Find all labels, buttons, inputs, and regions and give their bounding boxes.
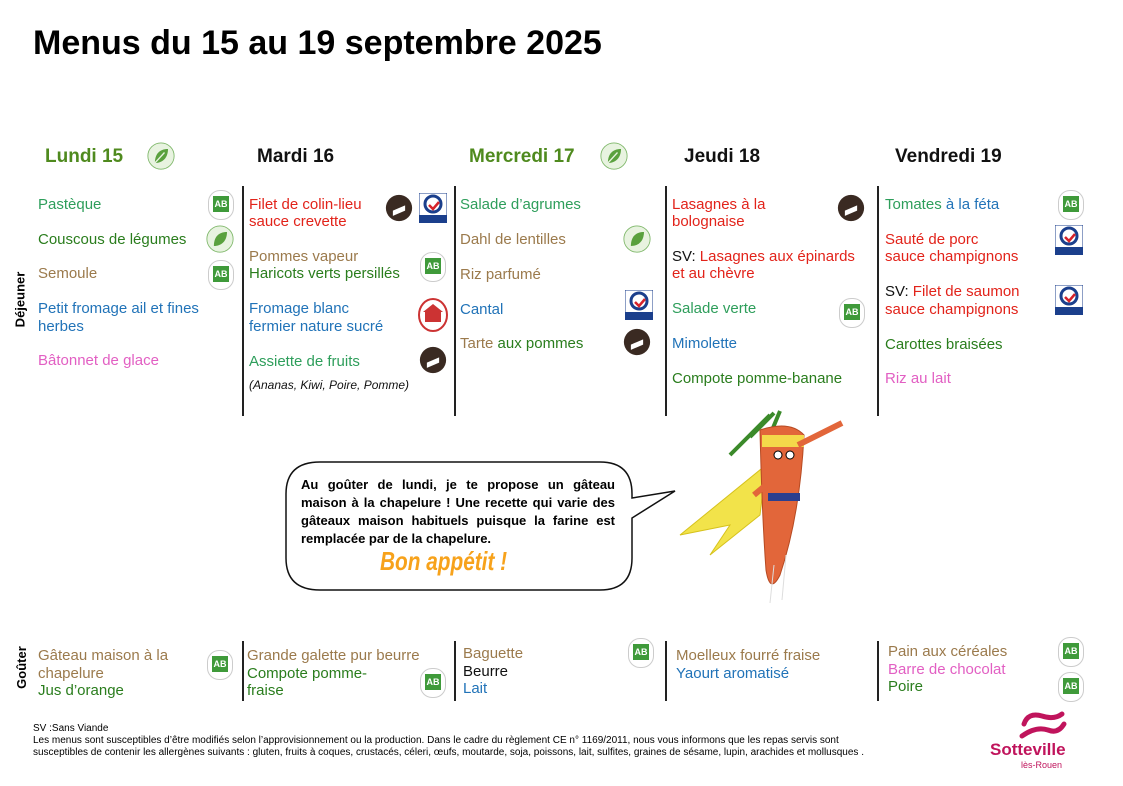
menu-item: Tarte aux pommes xyxy=(460,335,584,352)
organic-ab-icon: AB xyxy=(628,638,654,668)
snack-item: Poire xyxy=(888,678,924,695)
menu-item: Bâtonnet de glace xyxy=(38,352,159,369)
snack-item: Gâteau maison à la xyxy=(38,647,169,664)
column-divider xyxy=(877,186,879,416)
organic-ab-icon: AB xyxy=(1058,672,1084,702)
column-divider xyxy=(454,186,456,416)
homemade-chef-icon xyxy=(623,328,651,356)
footer-disclaimer-line1: Les menus sont susceptibles d’être modifiés selon l’approvisionnement ou la production. Dans le cadre du règlement CE n° 1169/2011, nous vous informons que les repas servis sont xyxy=(33,735,839,746)
column-divider xyxy=(665,186,667,416)
vegetarian-leaf-icon xyxy=(600,142,628,170)
snack-item: Yaourt aromatisé xyxy=(676,665,790,682)
organic-ab-icon: AB xyxy=(420,668,446,698)
snack-item: fraise xyxy=(247,682,284,699)
vegetarian-leaf-icon xyxy=(206,225,234,253)
organic-ab-icon: AB xyxy=(208,260,234,290)
menu-item: bolognaise xyxy=(672,213,745,230)
sotteville-logo-mark xyxy=(1018,710,1068,740)
organic-ab-icon: AB xyxy=(208,190,234,220)
organic-ab-icon: AB xyxy=(1058,637,1084,667)
quality-certified-icon xyxy=(625,290,653,320)
homemade-chef-icon xyxy=(419,346,447,374)
vegetarian-leaf-icon xyxy=(147,142,175,170)
homemade-chef-icon xyxy=(837,194,865,222)
menu-item: Fromage blanc xyxy=(249,300,350,317)
lunch-section-label: Déjeuner xyxy=(12,271,28,328)
menu-item: Carottes braisées xyxy=(885,336,1003,353)
column-divider xyxy=(454,641,456,701)
day-header-friday: Vendredi 19 xyxy=(895,146,1002,167)
day-header-thursday: Jeudi 18 xyxy=(684,146,761,167)
column-divider xyxy=(242,186,244,416)
menu-item: SV: Lasagnes aux épinards xyxy=(672,248,855,265)
menu-item: Dahl de lentilles xyxy=(460,231,566,248)
menu-item: Filet de colin-lieu xyxy=(249,196,362,213)
quality-certified-icon xyxy=(1055,285,1083,315)
column-divider xyxy=(242,641,244,701)
menu-item: Compote pomme-banane xyxy=(672,370,843,387)
organic-ab-icon: AB xyxy=(420,252,446,282)
snack-item: chapelure xyxy=(38,665,104,682)
menu-item: sauce champignons xyxy=(885,301,1019,318)
day-header-monday: Lundi 15 xyxy=(45,146,124,167)
quality-certified-icon xyxy=(1055,225,1083,255)
menu-item: Cantal xyxy=(460,301,504,318)
snack-item: Compote pomme- xyxy=(247,665,368,682)
column-divider xyxy=(877,641,879,701)
menu-item: et au chèvre xyxy=(672,265,755,282)
snack-item: Barre de chocolat xyxy=(888,661,1006,678)
sotteville-logo-sub: lès-Rouen xyxy=(1021,760,1063,770)
carrot-mascot-illustration xyxy=(670,395,855,610)
menu-item: herbes xyxy=(38,318,84,335)
menu-item: Salade verte xyxy=(672,300,757,317)
menu-item: Salade d’agrumes xyxy=(460,196,581,213)
column-divider xyxy=(665,641,667,701)
menu-item: Tomates à la féta xyxy=(885,196,1000,213)
snack-item: Jus d’orange xyxy=(38,682,124,699)
organic-ab-icon: AB xyxy=(839,298,865,328)
menu-item: Semoule xyxy=(38,265,98,282)
snack-item: Baguette xyxy=(463,645,524,662)
snack-item: Moelleux fourré fraise xyxy=(676,647,821,664)
snack-section-label: Goûter xyxy=(13,646,29,689)
quality-certified-icon xyxy=(419,193,447,223)
snack-item: Beurre xyxy=(463,663,509,680)
menu-item: fermier nature sucré xyxy=(249,318,384,335)
day-header-tuesday: Mardi 16 xyxy=(257,146,335,167)
menu-item: Couscous de légumes xyxy=(38,231,187,248)
page-title: Menus du 15 au 19 septembre 2025 xyxy=(33,24,602,62)
homemade-chef-icon xyxy=(385,194,413,222)
menu-item: Riz parfumé xyxy=(460,266,541,283)
snack-item: Grande galette pur beurre xyxy=(247,647,420,664)
organic-ab-icon: AB xyxy=(1058,190,1084,220)
farm-product-icon xyxy=(418,298,448,332)
menu-item: SV: Filet de saumon xyxy=(885,283,1020,300)
menu-item: Mimolette xyxy=(672,335,738,352)
vegetarian-leaf-icon xyxy=(623,225,651,253)
menu-item: Riz au lait xyxy=(885,370,951,387)
menu-item: Petit fromage ail et fines xyxy=(38,300,199,317)
menu-item: Haricots verts persillés xyxy=(249,265,400,282)
sotteville-logo-name: Sotteville xyxy=(990,740,1066,759)
menu-item: Lasagnes à la xyxy=(672,196,766,213)
menu-item: Assiette de fruits xyxy=(249,353,360,370)
menu-item: sauce crevette xyxy=(249,213,347,230)
speech-bubble-text: Au goûter de lundi, je te propose un gâteau maison à la chapelure ! Une recette qui varie des gâteaux maison habituels puisque la farine est remplacée par de la chapelure. xyxy=(301,477,615,546)
menu-item-detail: (Ananas, Kiwi, Poire, Pomme) xyxy=(249,378,410,392)
footer-sv-note: SV :Sans Viande xyxy=(33,723,109,734)
menu-item: Sauté de porc xyxy=(885,231,979,248)
bon-appetit-text: Bon appétit ! xyxy=(380,546,508,576)
menu-item: Pommes vapeur xyxy=(249,248,359,265)
snack-item: Pain aux céréales xyxy=(888,643,1008,660)
organic-ab-icon: AB xyxy=(207,650,233,680)
day-header-wednesday: Mercredi 17 xyxy=(469,146,575,167)
snack-item: Lait xyxy=(463,680,488,697)
footer-disclaimer-line2: susceptibles de contenir les allergènes suivants : gluten, fruits à coques, crustacés, céleri, œufs, moutarde, soja, poissons, lait, sulfites, graines de sésame, lupin, arachides et mollusques . xyxy=(33,747,864,758)
menu-item: sauce champignons xyxy=(885,248,1019,265)
menu-item: Pastèque xyxy=(38,196,102,213)
